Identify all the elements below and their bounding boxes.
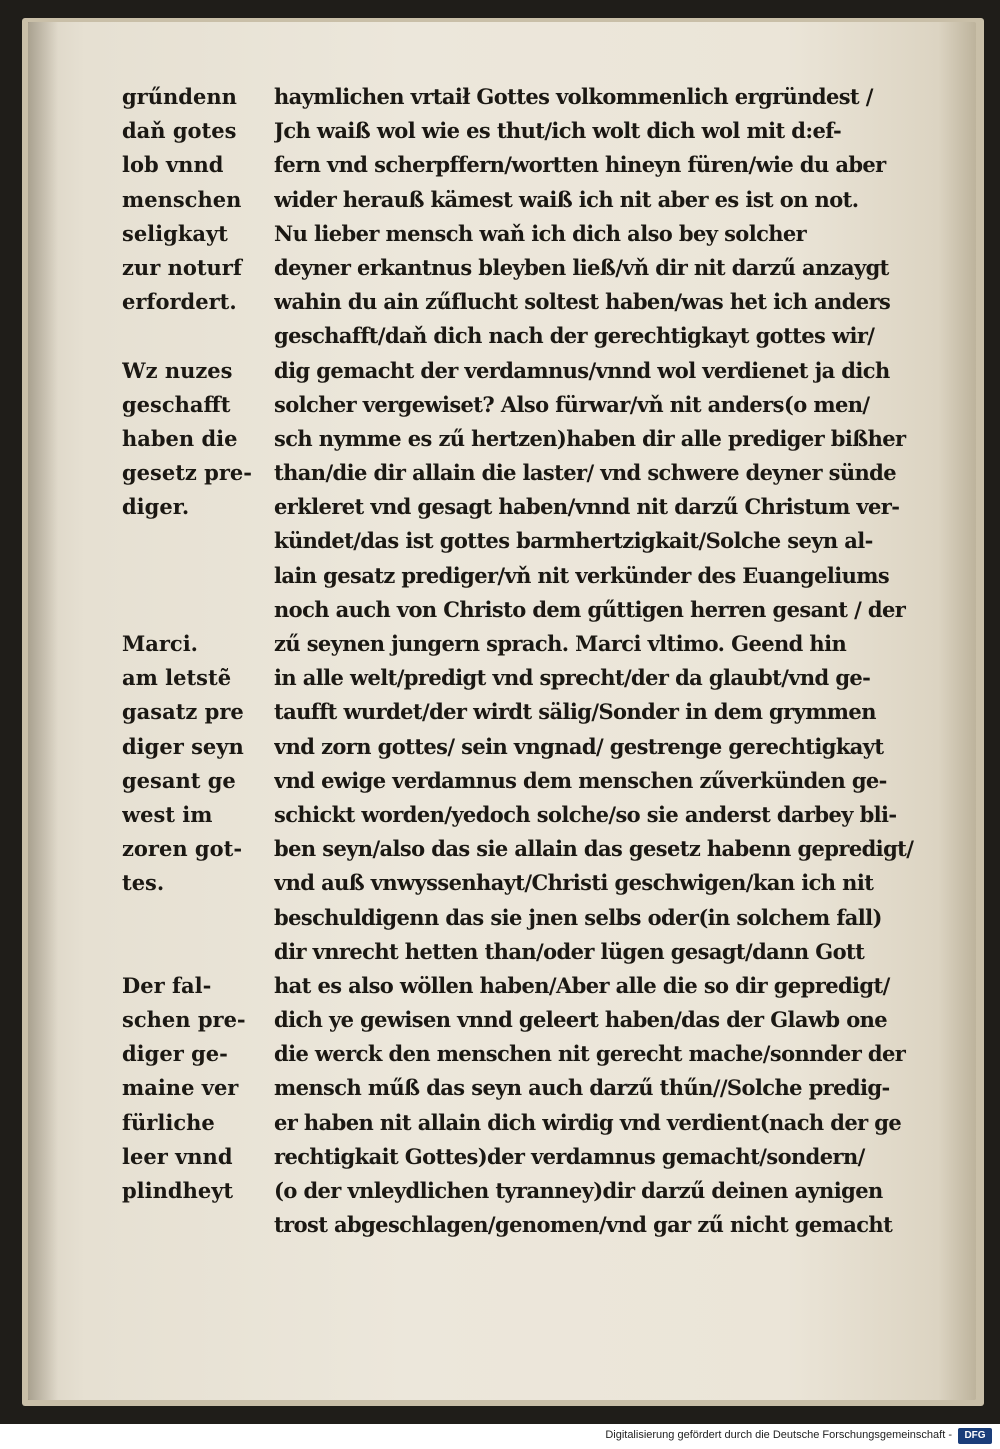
margin-note: diger seyn [122, 733, 244, 759]
margin-note: schen pre- [122, 1007, 246, 1033]
margin-note: haben die [122, 425, 238, 451]
margin-note: zoren got- [122, 836, 243, 862]
margin-note: lob vnnd [122, 152, 224, 178]
body-line: dich ye gewisen vnnd geleert haben/das der Glawb one [274, 1007, 888, 1033]
body-line: mensch műß das seyn auch darzű thűn//Solche predig- [274, 1075, 890, 1101]
body-line: (o der vnleydlichen tyranney)dir darzű deinen aynigen [274, 1178, 883, 1203]
body-line: erkleret vnd gesagt haben/vnnd nit darzű Christum ver- [274, 494, 900, 520]
body-line: solcher vergewiset? Also fürwar/vň nit anders(o men/ [274, 391, 870, 417]
margin-note: daň gotes [122, 118, 237, 144]
body-line: haymlichen vrtaił Gottes volkommenlich ergründest / [274, 84, 873, 109]
margin-note: fürliche [122, 1109, 215, 1135]
text-row [122, 354, 952, 388]
body-line: Nu lieber mensch waň ich dich also bey solcher [274, 220, 807, 246]
text-row [122, 1208, 952, 1242]
page-text-block [122, 80, 952, 1242]
gutter-shadow [28, 22, 58, 1400]
body-line: sch nymme es zű hertzen)haben dir alle prediger bißher [274, 425, 906, 451]
margin-note: diger ge- [122, 1041, 228, 1067]
body-line: in alle welt/predigt vnd sprecht/der da glaubt/vnd ge- [274, 665, 871, 691]
body-line: zű seynen jungern sprach. Marci vltimo. Geend hin [274, 631, 847, 656]
margin-note: menschen [122, 186, 242, 212]
text-row [122, 627, 952, 661]
margin-note: seligkayt [122, 220, 228, 246]
margin-note: Marci. [122, 631, 198, 656]
body-line: than/die dir allain die laster/ vnd schwere deyner sünde [274, 460, 897, 486]
body-line: deyner erkantnus bleyben ließ/vň dir nit darzű anzaygt [274, 254, 889, 280]
body-line: vnd ewige verdamnus dem menschen zűverkünden ge- [274, 767, 887, 793]
text-row [122, 661, 952, 695]
margin-note: geschafft [122, 391, 231, 417]
margin-note: plindheyt [122, 1178, 234, 1203]
text-row [122, 183, 952, 217]
text-row [122, 114, 952, 148]
body-line: beschuldigenn das sie jnen selbs oder(in solchem fall) [274, 904, 882, 930]
text-row [122, 1140, 952, 1174]
text-row [122, 1003, 952, 1037]
margin-note: diger. [122, 494, 190, 520]
body-line: ben seyn/also das sie allain das gesetz habenn gepredigt/ [274, 836, 914, 862]
body-line: rechtigkait Gottes)der verdamnus gemacht/sondern/ [274, 1143, 865, 1169]
body-line: noch auch von Christo dem gűttigen herren gesant / der [274, 596, 906, 622]
body-line: die werck den menschen nit gerecht mache/sonnder der [274, 1041, 906, 1067]
text-row [122, 593, 952, 627]
funding-credit: Digitalisierung gefördert durch die Deutsche Forschungsgemeinschaft - [605, 1429, 952, 1441]
text-row [122, 524, 952, 558]
margin-note: Wz nuzes [122, 357, 233, 383]
text-row [122, 695, 952, 729]
body-line: trost abgeschlagen/genomen/vnd gar zű nicht gemacht [274, 1212, 893, 1238]
text-row [122, 319, 952, 353]
body-line: geschafft/daň dich nach der gerechtigkayt gottes wir/ [274, 323, 875, 349]
body-line: vnd zorn gottes/ sein vngnad/ gestrenge gerechtigkayt [274, 733, 884, 759]
body-line: vnd auß vnwyssenhayt/Christi geschwigen/kan ich nit [274, 870, 874, 896]
body-line: er haben nit allain dich wirdig vnd verdient(nach der ge [274, 1109, 902, 1135]
text-row [122, 217, 952, 251]
text-row [122, 285, 952, 319]
body-line: kündet/das ist gottes barmhertzigkait/Solche seyn al- [274, 528, 873, 554]
body-line: dig gemacht der verdamnus/vnnd wol verdienet ja dich [274, 357, 890, 383]
text-row [122, 764, 952, 798]
margin-note: west im [122, 801, 213, 827]
body-line: hat es also wöllen haben/Aber alle die so dir gepredigt/ [274, 972, 890, 998]
text-row [122, 832, 952, 866]
text-row [122, 1106, 952, 1140]
body-line: dir vnrecht hetten than/oder lügen gesagt/dann Gott [274, 938, 865, 964]
text-row [122, 798, 952, 832]
text-row [122, 1037, 952, 1071]
body-line: wider herauß kämest waiß ich nit aber es ist on not. [274, 186, 859, 212]
margin-note: Der fal- [122, 972, 212, 998]
text-row [122, 422, 952, 456]
text-row [122, 866, 952, 900]
margin-note: gesant ge [122, 767, 236, 793]
text-row [122, 901, 952, 935]
text-row [122, 148, 952, 182]
text-row [122, 490, 952, 524]
text-row [122, 388, 952, 422]
margin-note: zur noturf [122, 254, 242, 280]
footer-bar [0, 1424, 1000, 1449]
margin-note: leer vnnd [122, 1143, 233, 1169]
dfg-logo: DFG [958, 1428, 992, 1444]
body-line: taufft wurdet/der wirdt sälig/Sonder in dem grymmen [274, 699, 876, 725]
body-line: schickt worden/yedoch solche/so sie anderst darbey bli- [274, 801, 897, 827]
margin-note: grűndenn [122, 84, 237, 109]
margin-note: gesetz pre- [122, 460, 252, 486]
body-line: Jch waiß wol wie es thut/ich wolt dich wol mit d:ef- [274, 118, 842, 144]
margin-note: gasatz pre [122, 699, 244, 725]
body-line: lain gesatz prediger/vň nit verkünder des Euangeliums [274, 562, 890, 588]
text-row [122, 80, 952, 114]
text-row [122, 456, 952, 490]
margin-note: tes. [122, 870, 165, 896]
body-line: fern vnd scherpffern/wortten hineyn füren/wie du aber [274, 152, 886, 178]
text-row [122, 1071, 952, 1105]
margin-note: maine ver [122, 1075, 239, 1101]
body-line: wahin du ain zűflucht soltest haben/was het ich anders [274, 289, 891, 315]
text-row [122, 1174, 952, 1208]
margin-note: erfordert. [122, 289, 237, 315]
text-row [122, 730, 952, 764]
text-row [122, 935, 952, 969]
text-row [122, 251, 952, 285]
text-row [122, 969, 952, 1003]
margin-note: am letstẽ [122, 665, 232, 691]
text-row [122, 559, 952, 593]
